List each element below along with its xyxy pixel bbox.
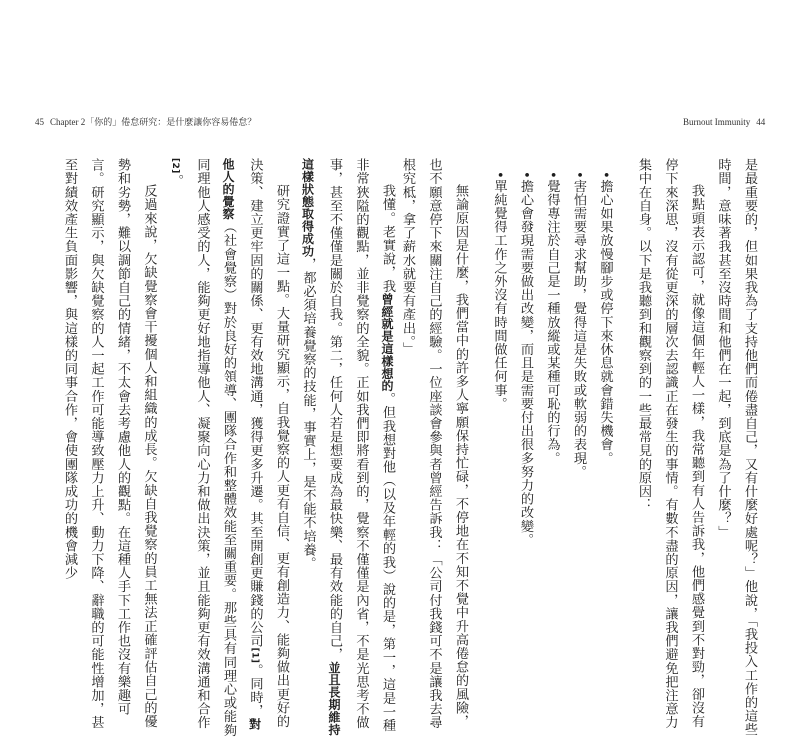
bullet-icon: • xyxy=(571,171,586,180)
bullet-icon: • xyxy=(544,171,560,180)
paragraph: 無論原因是什麼，我們當中的許多人寧願保持忙碌，不停地在不知不覺中升高倦怠的風險，也不願意停下來關注自己的經驗。一位座談會參與者曾經告訴我：「公司付我錢可不是讓我去尋根究柢，拿了薪水就要有產出。」 xyxy=(400,158,468,730)
text-run: ，都必須培養覺察的技能，事實上，是不能不培養。 xyxy=(300,257,316,571)
text-run: （社會覺察）對於良好的領導、團隊合作和整體效能至關重要。那些具有同理心或能夠同理他人感受的人，能夠更好地指導他人、凝聚向心力和做出決策，並且能夠更有效溝通和合作 xyxy=(194,158,236,737)
bullet-icon: • xyxy=(491,171,507,180)
text-run: 研究證實了這一點。大量研究顯示，自我覺察的人更有自信、更有創造力、能夠做出更好的決策、建立更牢固的關係、更有效地溝通，獲得更多升遷。其至開創更賺錢的公司 xyxy=(247,158,289,729)
emphasis: 對他人的覺察 xyxy=(221,158,262,731)
text-run: 我懂。老實說，我 xyxy=(380,184,395,294)
bullet-text: 單純覺得工作之外沒有時間做任何事。 xyxy=(491,179,507,411)
right-page-body xyxy=(400,158,762,738)
paragraph xyxy=(162,158,295,738)
paragraph: 我點頭表示認可，就像這個年輕人一樣，我常聽到有人告訴我，他們感覺到不對勁，卻沒有停下來深思，沒有從更深的層次去認識正在發生的事情。有數不盡的原因，讓我們避免把注意力集中在自身。以下是我聽到和觀察到的一些最常見的原因： xyxy=(636,158,704,730)
paragraph xyxy=(294,158,400,738)
paragraph: 是最重要的，但如果我為了支持他們而倦盡自己，又有什麼好處呢？」他說，「我投入工作的這些時間，意味著我甚至沒時間和他們在一起，到底是為了什麼？」 xyxy=(715,158,757,737)
emphasis: 曾經就是這樣想的 xyxy=(380,293,394,393)
left-page-body xyxy=(60,158,400,738)
footnote-ref: [2] xyxy=(170,158,180,174)
bullet-text: 害怕需要尋求幫助，覺得這是失敗或軟弱的表現。 xyxy=(571,179,586,479)
emphasis: 並且長期維持這樣狀態取得成功 xyxy=(300,158,341,736)
text-run: 。 xyxy=(168,173,183,188)
bullet-item xyxy=(538,158,565,738)
bullet-icon: • xyxy=(518,171,533,180)
bullet-item xyxy=(485,158,512,738)
right-page-number: 44 xyxy=(756,117,766,127)
bullet-text: 擔心如果放慢腳步或停下來休息就會錯失機會。 xyxy=(597,179,613,465)
text-run: 。同時， xyxy=(247,663,263,718)
chapter-title: Chapter 2「你的」倦怠研究：是什麼讓你容易倦怠？ xyxy=(50,117,257,127)
bullet-item xyxy=(512,158,539,738)
bullet-text: 擔心會發現需要做出改變，而且是需要付出很多努力的改變。 xyxy=(518,179,533,547)
left-page-number: 45 xyxy=(35,117,44,127)
footnote-ref: [1] xyxy=(249,647,260,664)
bullet-icon: • xyxy=(597,171,613,180)
right-page-header xyxy=(683,114,765,130)
bullet-text: 覺得專注於自己是一種放縱或某種可恥的行為。 xyxy=(544,179,560,465)
bullet-item xyxy=(565,158,592,738)
bullet-item xyxy=(591,158,618,738)
book-title: Burnout Immunity xyxy=(683,117,751,127)
left-page-header xyxy=(35,114,256,130)
text-run: 。但我想對他（以及年輕的我）說的是，第一，這是一種非常狹隘的觀點，並非覺察的全貌。正如我們即將看到的，覺察不僅僅是內省，不是光思考不做事，甚至不僅僅是關於自我。第二，任何人若是想要成為最快樂、最有效能的自己， xyxy=(327,158,395,733)
paragraph: 反過來說，欠缺覺察會干擾個人和組織的成長。欠缺自我覺察的員工無法正確評估自己的優勢和劣勢，難以調節自己的情緒，不太會去考慮他人的觀點。在這種人手下工作也沒有樂趣可言。研究顯示，與欠缺覺察的人一起工作可能導致壓力上升、動力下降、辭職的可能性增加，甚至對績效產生負面影響，與這樣的同事合作，會使團隊成功的機會減少 xyxy=(62,158,157,730)
